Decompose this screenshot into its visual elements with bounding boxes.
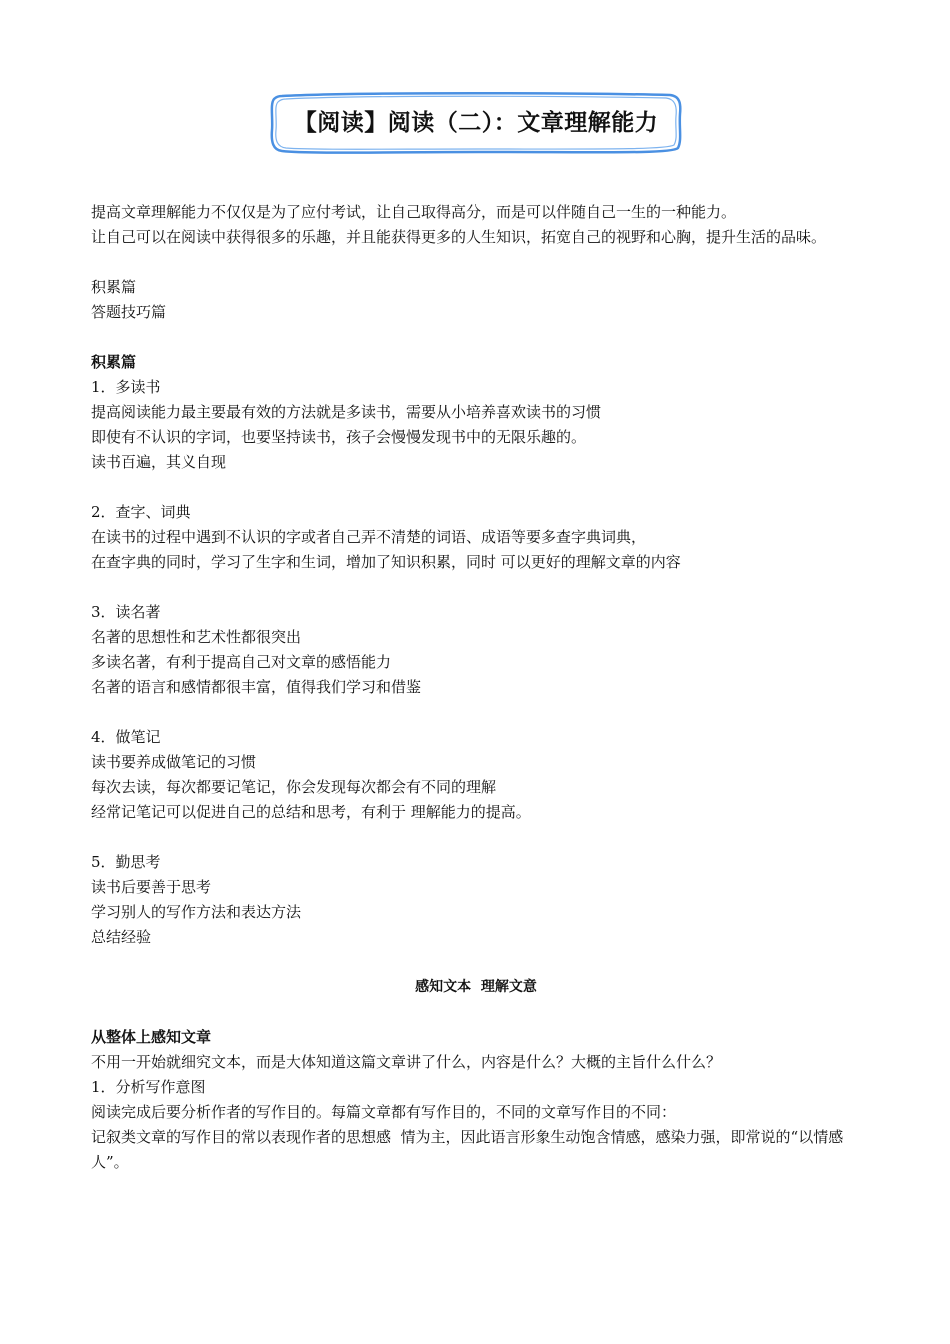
item-title-notes: 4．做笔记 <box>91 728 161 746</box>
item-line: 总结经验 <box>91 928 152 946</box>
page-title: 【阅读】阅读（二）：文章理解能力 <box>293 110 659 136</box>
subheading-overall-perception: 从整体上感知文章 <box>91 1028 212 1046</box>
item-title-dictionary: 2．查字、词典 <box>91 503 191 521</box>
item-line: 学习别人的写作方法和表达方法 <box>91 903 302 921</box>
item-line: 读书要养成做笔记的习惯 <box>91 753 257 771</box>
intro-paragraph-2: 让自己可以在阅读中获得很多的乐趣，并且能获得更多的人生知识，拓宽自己的视野和心胸，提升生活的品味。 <box>91 228 827 246</box>
perception-line: 记叙类文章的写作目的常以表现作者的思想感 情为主，因此语言形象生动饱含情感，感染力强，即常说的“以情感人”。 <box>91 1128 844 1171</box>
perception-line: 1．分析写作意图 <box>91 1078 206 1096</box>
document-body <box>91 200 861 1175</box>
item-line: 名著的语言和感情都很丰富，值得我们学习和借鉴 <box>91 678 422 696</box>
item-line: 在读书的过程中遇到不认识的字或者自己弄不清楚的词语、成语等要多查字典词典， <box>91 528 647 546</box>
section-heading-perception: 感知文本 理解文意 <box>415 979 537 995</box>
item-line: 名著的思想性和艺术性都很突出 <box>91 628 302 646</box>
item-line: 经常记笔记可以促进自己的总结和思考，有利于 理解能力的提高。 <box>91 803 531 821</box>
toc-item-accumulation: 积累篇 <box>91 278 137 296</box>
item-line: 即使有不认识的字词，也要坚持读书，孩子会慢慢发现书中的无限乐趣的。 <box>91 428 587 446</box>
item-line: 每次去读，每次都要记笔记，你会发现每次都会有不同的理解 <box>91 778 497 796</box>
section-heading-accumulation: 积累篇 <box>91 353 137 371</box>
toc-item-answer-skills: 答题技巧篇 <box>91 303 167 321</box>
intro-paragraph-1: 提高文章理解能力不仅仅是为了应付考试，让自己取得高分，而是可以伴随自己一生的一种能力。 <box>91 203 737 221</box>
perception-line: 不用一开始就细究文本，而是大体知道这篇文章讲了什么，内容是什么？大概的主旨什么什么？ <box>91 1053 722 1071</box>
item-line: 读书百遍，其义自现 <box>91 453 227 471</box>
item-title-read-more: 1．多读书 <box>91 378 161 396</box>
item-line: 在查字典的同时，学习了生字和生词，增加了知识积累，同时 可以更好的理解文章的内容 <box>91 553 681 571</box>
item-line: 读书后要善于思考 <box>91 878 212 896</box>
title-box <box>268 90 684 156</box>
item-line: 多读名著，有利于提高自己对文章的感悟能力 <box>91 653 392 671</box>
item-line: 提高阅读能力最主要最有效的方法就是多读书，需要从小培养喜欢读书的习惯 <box>91 403 602 421</box>
item-title-think: 5．勤思考 <box>91 853 161 871</box>
item-title-classics: 3．读名著 <box>91 603 161 621</box>
perception-line: 阅读完成后要分析作者的写作目的。每篇文章都有写作目的，不同的文章写作目的不同： <box>91 1103 677 1121</box>
